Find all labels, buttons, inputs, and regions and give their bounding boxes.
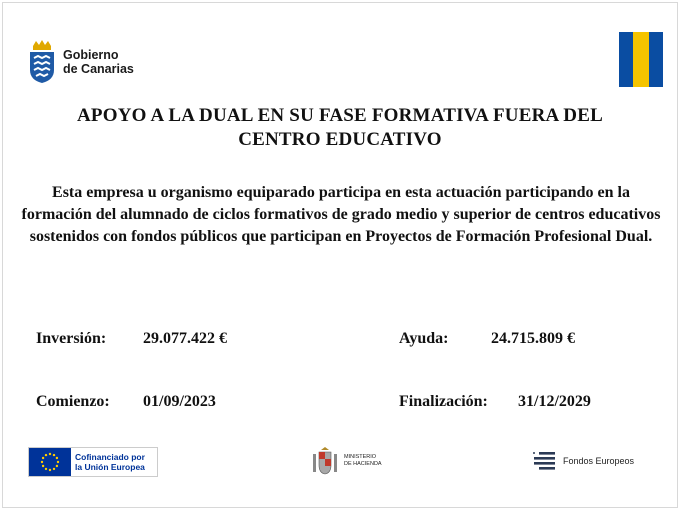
eu-cofinanced-logo xyxy=(28,447,158,477)
ministerio-hacienda-logo xyxy=(310,446,382,476)
canarias-crest-icon xyxy=(27,40,57,84)
gobierno-canarias-wordmark xyxy=(63,48,134,76)
ayuda-value: 24.715.809 € xyxy=(491,330,575,347)
ministerio-line2: DE HACIENDA xyxy=(344,461,382,467)
page-title xyxy=(20,104,660,152)
flag-stripe-yellow xyxy=(633,32,649,87)
spain-coat-of-arms-icon xyxy=(310,446,340,476)
finalizacion-value: 31/12/2029 xyxy=(518,393,591,410)
logo-line2: de Canarias xyxy=(63,62,134,76)
inversion-value: 29.077.422 € xyxy=(143,330,227,347)
flag-stripe-blue-left xyxy=(619,32,633,87)
eu-flag-icon xyxy=(29,448,71,476)
ministerio-line1: MINISTERIO xyxy=(344,454,377,460)
canarias-flag-icon xyxy=(619,32,663,87)
eu-text xyxy=(71,452,157,472)
comienzo-label: Comienzo: xyxy=(36,393,110,410)
comienzo-value: 01/09/2023 xyxy=(143,393,216,410)
ayuda-label: Ayuda: xyxy=(399,330,449,347)
logo-line1: Gobierno xyxy=(63,48,119,62)
description-paragraph: Esta empresa u organismo equiparado participa en esta actuación participando en la formación del alumnado de ciclos formativos de grado medio y superior de centros educativos sostenidos con fondos públicos que participan en Proyectos de Formación Profesional Dual. xyxy=(21,184,661,245)
fondos-europeos-logo xyxy=(531,450,634,472)
finalizacion-label: Finalización: xyxy=(399,393,488,410)
inversion-label: Inversión: xyxy=(36,330,107,347)
eu-line2: la Unión Europea xyxy=(75,462,145,472)
eu-line1: Cofinanciado por xyxy=(75,452,145,462)
ministerio-text xyxy=(344,454,382,468)
fondos-europeos-icon xyxy=(531,450,557,472)
gobierno-canarias-logo xyxy=(27,40,134,84)
fondos-europeos-text: Fondos Europeos xyxy=(563,456,635,466)
title-line1: APOYO A LA DUAL EN SU FASE FORMATIVA FUERA DEL xyxy=(77,105,603,126)
flag-stripe-blue-right xyxy=(649,32,663,87)
title-line2: CENTRO EDUCATIVO xyxy=(238,129,442,150)
